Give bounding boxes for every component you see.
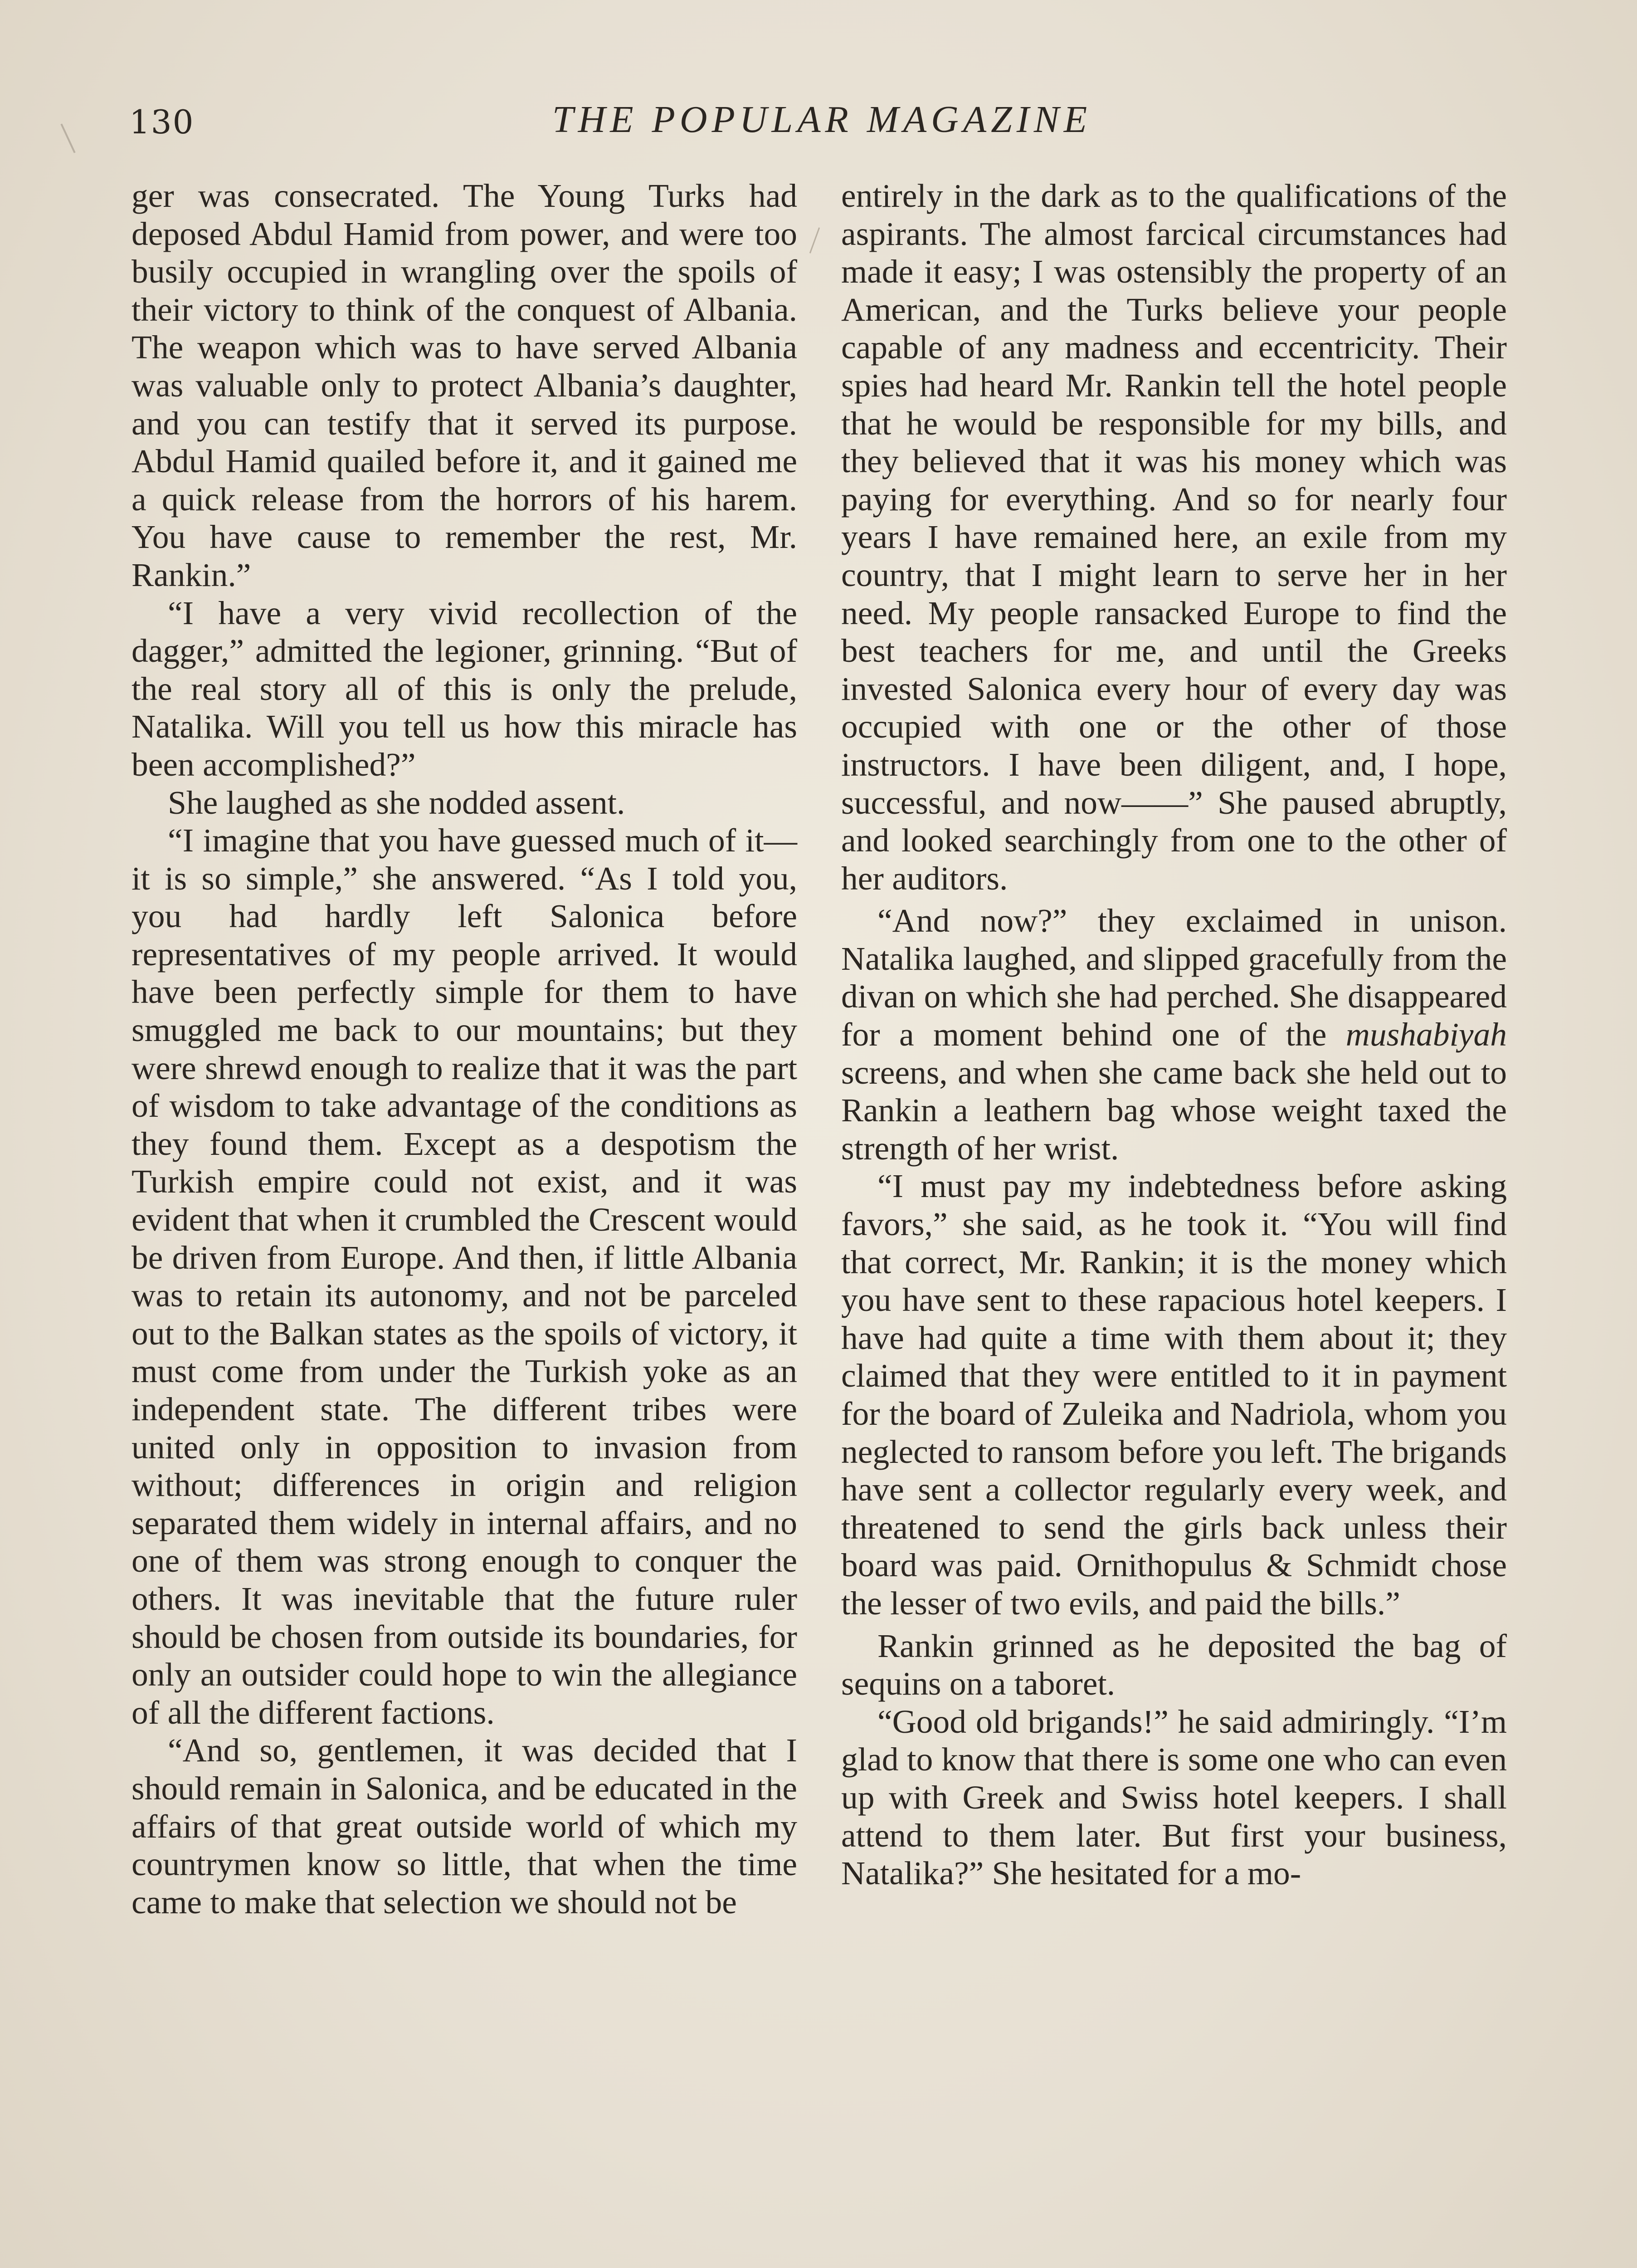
right-paragraph-5: “Good old brigands!” he said admiringly. “I’m glad to know that there is some one who can even up with Greek and Swiss hotel keepers. I shall attend to them later. But first your business, Natalika?” She hesitated for a mo- bbox=[841, 1703, 1507, 1892]
page-number: 130 bbox=[129, 103, 195, 141]
left-paragraph-2: “I have a very vivid recollection of the dagger,” admitted the legioner, grinning. “But of the real story all of this is only the prelude, Natalika. Will you tell us how this miracle has been accomplished?” bbox=[132, 594, 797, 783]
paper-scratch bbox=[809, 227, 820, 253]
right-paragraph-4: Rankin grinned as he deposited the bag of sequins on a taboret. bbox=[841, 1627, 1507, 1702]
right-paragraph-2-text-b: screens, and when she came back she held out to Rankin a leathern bag whose weight taxed the strength of her wrist. bbox=[841, 1054, 1507, 1167]
running-head: THE POPULAR MAGAZINE bbox=[552, 98, 1092, 141]
left-column bbox=[132, 177, 797, 1921]
right-paragraph-3: “I must pay my indebtedness before asking favors,” she said, as he took it. “You will find that correct, Mr. Rankin; it is the money which you have sent to these rapacious hotel keepers. I have had quite a time with them about it; they claimed that they were entitled to it in payment for the board of Zuleika and Nadriola, whom you neglected to ransom before you left. The brigands have sent a collector regularly every week, and threatened to send the girls back unless their board was paid. Ornithopulus & Schmidt chose the lesser of two evils, and paid the bills.” bbox=[841, 1168, 1507, 1622]
right-paragraph-1: entirely in the dark as to the qualifications of the aspirants. The almost farcical circumstances had made it easy; I was ostensibly the property of an American, and the Turks believe your people capable of any madness and eccentricity. Their spies had heard Mr. Rankin tell the hotel people that he would be responsible for my bills, and they believed that it was his money which was paying for everything. And so for nearly four years I have remained here, an exile from my country, that I might learn to serve her in her need. My people ransacked Europe to find the best teachers for me, and until the Greeks invested Salonica every hour of every day was occupied with one or the other of those instructors. I have been diligent, and, I hope, successful, and now——” She paused abruptly, and looked searchingly from one to the other of her auditors. bbox=[841, 177, 1507, 897]
left-paragraph-1: ger was consecrated. The Young Turks had deposed Abdul Hamid from power, and were too busily occupied in wrangling over the spoils of their victory to think of the conquest of Albania. The weapon which was to have served Albania was valuable only to protect Albania’s daughter, and you can testify that it served its purpose. Abdul Hamid quailed before it, and it gained me a quick release from the horrors of his harem. You have cause to remember the rest, Mr. Rankin.” bbox=[132, 177, 797, 593]
right-paragraph-2-text-a: “And now?” they exclaimed in unison. Natalika laughed, and slipped gracefully from the divan on which she had perched. She disappeared for a moment behind one of the bbox=[841, 902, 1507, 1053]
left-paragraph-5: “And so, gentlemen, it was decided that I should remain in Salonica, and be educated in the affairs of that great outside world of which my countrymen know so little, that when the time came to make that selection we should not be bbox=[132, 1732, 797, 1921]
paper-scratch bbox=[60, 123, 75, 153]
italic-word: mushabiyah bbox=[1345, 1016, 1507, 1053]
left-paragraph-3: She laughed as she nodded assent. bbox=[168, 784, 625, 821]
right-paragraph-2 bbox=[841, 902, 1507, 1167]
page-header bbox=[129, 98, 1515, 152]
right-column bbox=[841, 177, 1507, 1892]
left-paragraph-4: “I imagine that you have guessed much of it—it is so simple,” she answered. “As I told you, you had hardly left Salonica before representatives of my people arrived. It would have been perfectly simple for them to have smuggled me back to our mountains; but they were shrewd enough to realize that it was the part of wisdom to take advantage of the conditions as they found them. Except as a despotism the Turkish empire could not exist, and it was evident that when it crumbled the Crescent would be driven from Europe. And then, if little Albania was to retain its autonomy, and not be parceled out to the Balkan states as the spoils of victory, it must come from under the Turkish yoke as an independent state. The different tribes were united only in opposition to invasion from without; differences in origin and religion separated them widely in internal affairs, and no one of them was strong enough to conquer the others. It was inevitable that the future ruler should be chosen from outside its boundaries, for only an outsider could hope to win the allegiance of all the different factions. bbox=[132, 822, 797, 1731]
